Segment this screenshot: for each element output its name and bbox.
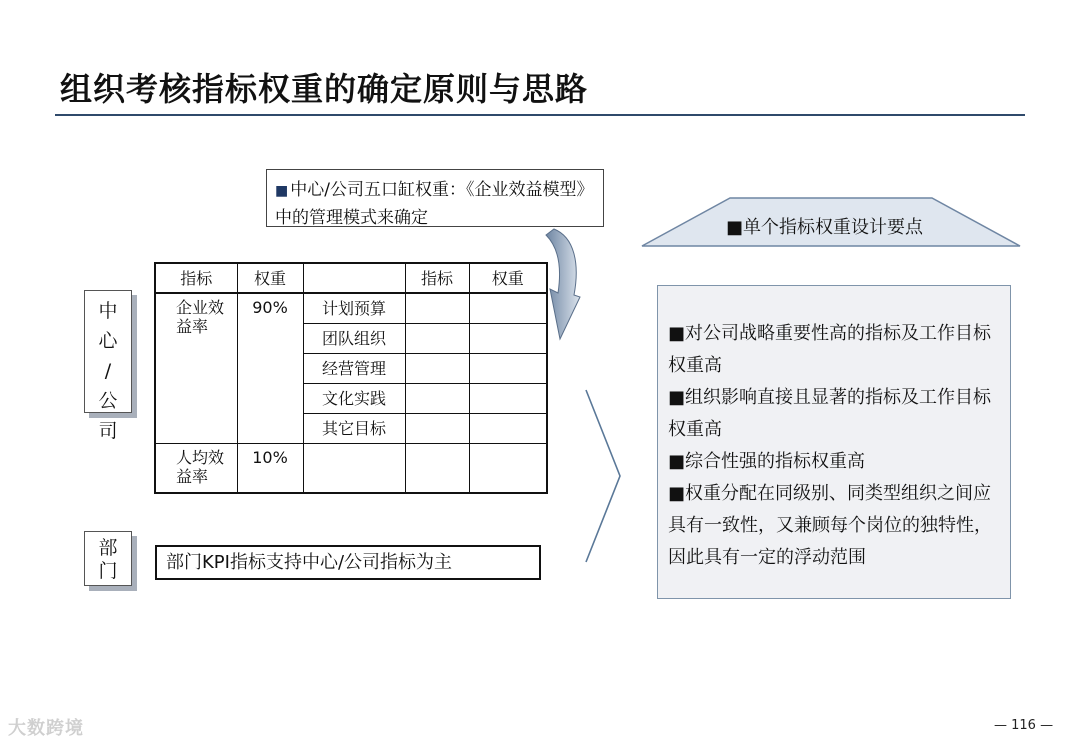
weight-cell: 10% [237, 443, 303, 493]
header-cell [303, 263, 405, 293]
empty-cell [469, 323, 547, 353]
sub-item-cell: 经营管理 [303, 353, 405, 383]
empty-cell [405, 353, 469, 383]
table-row [155, 443, 547, 493]
sub-item-cell: 文化实践 [303, 383, 405, 413]
square-bullet-icon: ■ [275, 183, 289, 199]
department-kpi-box: 部门KPI指标支持中心/公司指标为主 [155, 545, 541, 580]
empty-cell [469, 413, 547, 443]
indicator-cell: 企业效益率 [155, 293, 237, 443]
design-points-panel [657, 285, 1011, 599]
watermark-logo: 大数跨境 [8, 718, 84, 739]
page-number: — 116 — [994, 718, 1054, 733]
design-heading: ■单个指标权重设计要点 [726, 217, 924, 238]
empty-cell [469, 383, 547, 413]
table-header-row [155, 263, 547, 293]
chevron-right-icon [582, 388, 626, 564]
design-point: ■组织影响直接且显著的指标及工作目标权重高 [668, 387, 992, 440]
design-point: ■综合性强的指标权重高 [668, 451, 866, 472]
empty-cell [469, 353, 547, 383]
design-point: ■对公司战略重要性高的指标及工作目标权重高 [668, 323, 992, 376]
center-company-label: 中 心 / 公 司 [84, 290, 132, 413]
sub-item-cell: 计划预算 [303, 293, 405, 323]
empty-cell [405, 293, 469, 323]
table-row [155, 293, 547, 323]
design-point: ■权重分配在同级别、同类型组织之间应具有一致性，又兼顾每个岗位的独特性， 因此具有一定的浮动范围 [668, 483, 992, 568]
empty-cell [469, 293, 547, 323]
empty-cell [405, 413, 469, 443]
empty-cell [405, 443, 469, 493]
weight-table [154, 262, 548, 494]
page-title: 组织考核指标权重的确定原则与思路 [60, 70, 589, 108]
weight-cell: 90% [237, 293, 303, 443]
sub-item-cell: 团队组织 [303, 323, 405, 353]
empty-cell [469, 443, 547, 493]
indicator-cell: 人均效益率 [155, 443, 237, 493]
empty-cell [405, 323, 469, 353]
department-label: 部 门 [84, 531, 132, 586]
empty-cell [303, 443, 405, 493]
empty-cell [405, 383, 469, 413]
header-cell: 指标 [405, 263, 469, 293]
sub-item-cell: 其它目标 [303, 413, 405, 443]
title-rule [55, 114, 1025, 116]
weight-source-note [266, 169, 604, 227]
note-text: 中心/公司五口缸权重：《企业效益模型》中的管理模式来确定 [275, 180, 594, 228]
header-cell: 指标 [155, 263, 237, 293]
header-cell: 权重 [237, 263, 303, 293]
header-cell: 权重 [469, 263, 547, 293]
